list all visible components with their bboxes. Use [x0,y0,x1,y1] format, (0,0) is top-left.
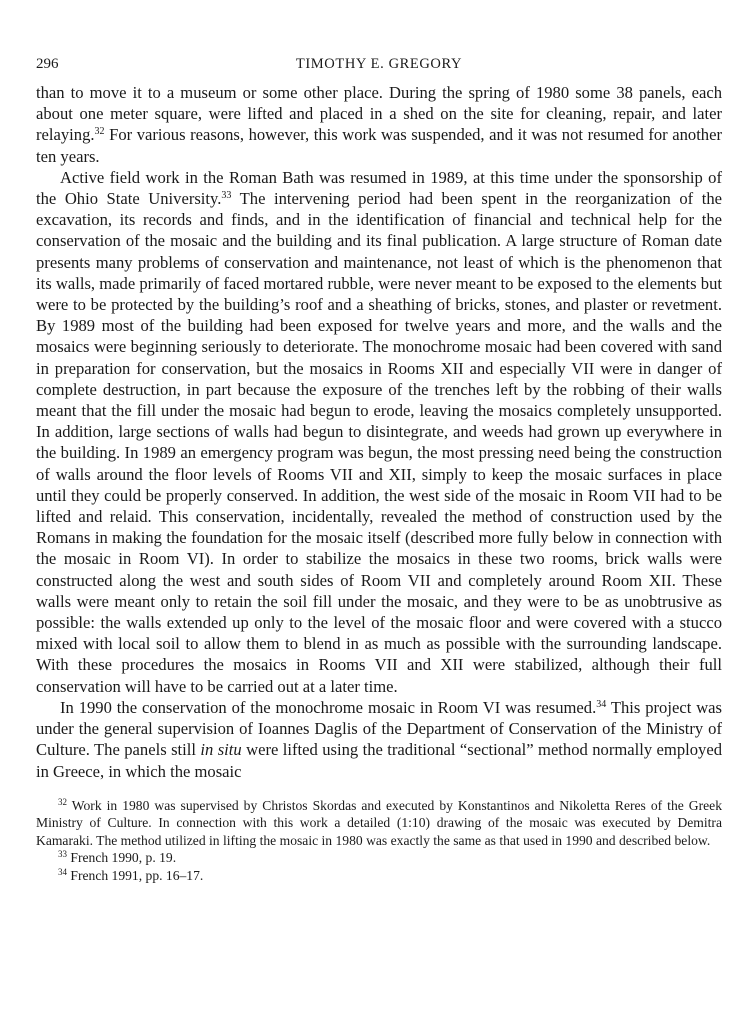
body-text [36,82,722,782]
paragraph-2 [36,167,722,697]
footnote-34 [36,867,722,885]
paragraph-3 [36,697,722,782]
footnote-34-number: 34 [58,867,67,878]
footnote-33-text: French 1990, p. 19. [67,850,177,866]
paragraph-3-text-a: In 1990 the conservation of the monochrome mosaic in Room VI was resumed. [60,697,597,717]
footnote-32-number: 32 [58,796,67,807]
paragraph-1-text-a: than to move it to a museum or some other place. During the spring of 1980 some 38 panels, each about one meter square, were lifted and placed in a shed on the site for cleaning, repair, and later relaying. [36,83,722,145]
footnote-ref-34[interactable]: 34 [596,698,607,710]
footnote-33-number: 33 [58,849,67,860]
paragraph-2-text-b: The intervening period had been spent in the reorganization of the excavation, its records and finds, and in the identification of financial and technical help for the conservation of the mosaic and the building and its final publication. A large structure of Roman date presents many problems of conservation and maintenance, not least of which is the phenomenon that its walls, made primarily of faced mortared rubble, were never meant to be exposed to the elements but were to be protected by the building’s roof and a sheathing of bricks, stones, and plaster or revetment. By 1989 most of the building had been exposed for twelve years and more, and the walls and the mosaics were beginning seriously to deteriorate. The monochrome mosaic had been covered with sand in preparation for conservation, but the mosaics in Rooms XII and especially VII were in danger of complete destruction, in part because the exposure of the trenches left by the robbing of their walls meant that the fill under the mosaic had begun to erode, leaving the mosaics completely unsupported. In addition, large sections of walls had begun to disintegrate, and weeds had grown up everywhere in the building. In 1989 an emergency program was begun, the most pressing need being the construction of walls around the floor levels of Rooms VII and XII, simply to keep the mosaic surfaces in place until they could be properly conserved. In addition, the west side of the mosaic in Room VII had to be lifted and relaid. This conservation, incidentally, revealed the method of construction used by the Romans in making the foundation for the mosaic itself (described more fully below in connection with the mosaic in Room VI). In order to stabilize the mosaics in these two rooms, brick walls were constructed along the west and south sides of Room VII and completely around Room XII. These walls were meant only to retain the soil fill under the mosaic, and they were to be as unobtrusive as possible: the walls extended up only to the level of the mosaic floor and were covered with a stucco mixed with local soil to allow them to blend in as much as possible with the surrounding landscape. With these procedures the mosaics in Rooms VII and XII were stabilized, although their full conservation will have to be carried out at a later time. [36,189,722,696]
page [36,56,722,885]
footnote-32-text: Work in 1980 was supervised by Christos Skordas and executed by Konstantinos and Nikoletta Reres of the Greek Ministry of Culture. In connection with this work a detailed (1:10) drawing of the mosaic was executed by Demitra Kamaraki. The method utilized in lifting the mosaic in 1980 was exactly the same as that used in 1990 and described below. [36,797,722,848]
footnotes [36,797,722,885]
footnote-ref-32[interactable]: 32 [94,126,105,138]
footnote-32 [36,797,722,850]
footnote-33 [36,849,722,867]
paragraph-3-text-c: were lifted using the traditional “sectional” method normally employed in Greece, in which the mosaic [36,740,722,781]
paragraph-1 [36,82,722,167]
paragraph-1-text-b: For various reasons, however, this work was suspended, and it was not resumed for another ten years. [36,125,722,166]
footnote-ref-33[interactable]: 33 [221,190,232,202]
paragraph-3-text-b: This project was under the general supervision of Ioannes Daglis of the Department of Conservation of the Ministry of Culture. The panels still [36,697,722,760]
paragraph-2-text-a: Active field work in the Roman Bath was resumed in 1989, at this time under the sponsorship of the Ohio State University. [36,167,722,209]
running-title: TIMOTHY E. GREGORY [295,56,463,72]
page-number: 296 [36,56,59,72]
paragraph-3-italic: in situ [200,740,242,760]
running-head [36,56,722,78]
footnote-34-text: French 1991, pp. 16–17. [67,868,204,884]
